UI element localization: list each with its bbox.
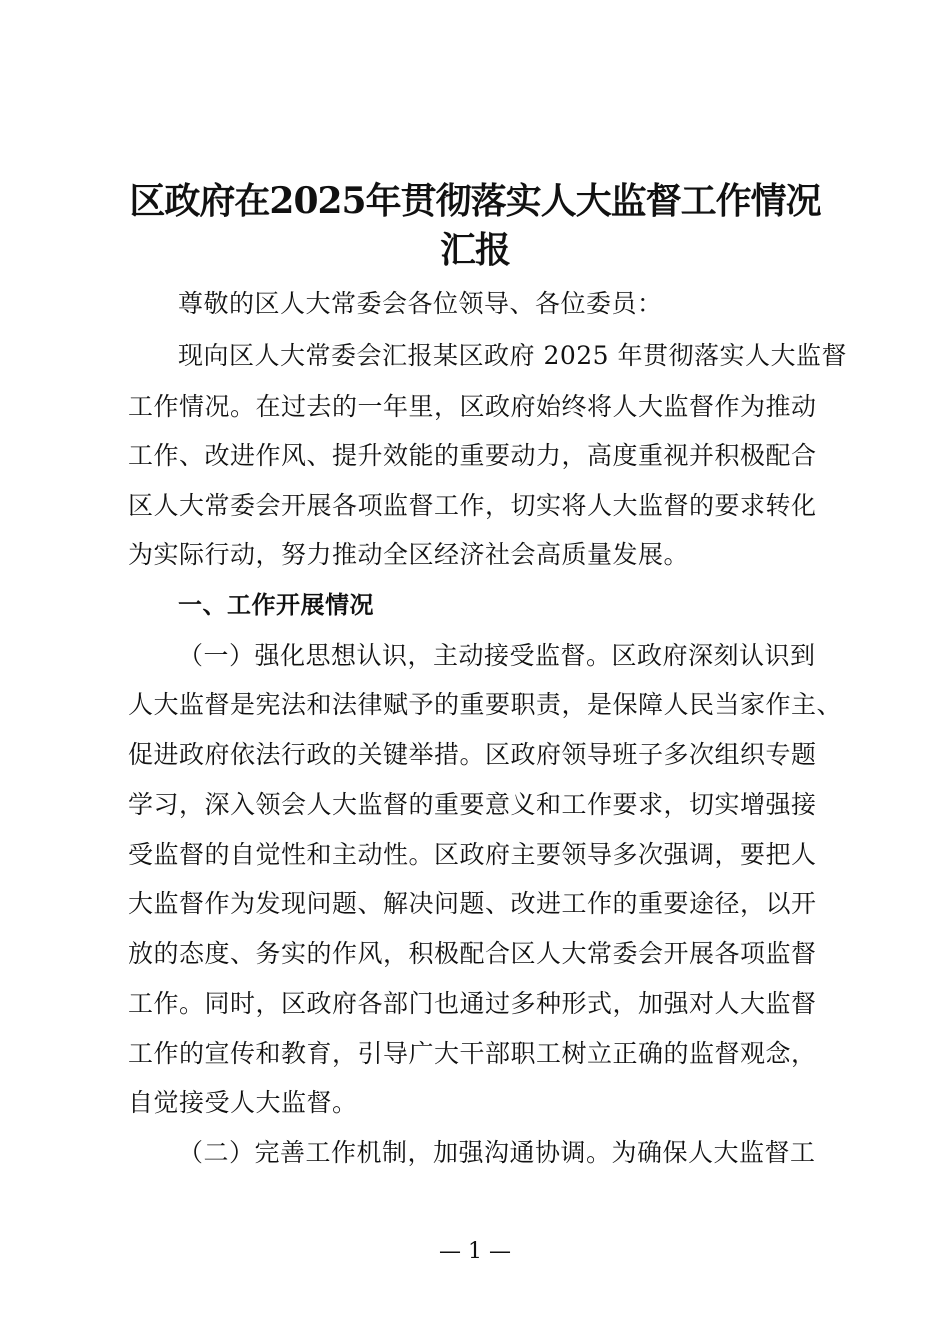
intro-line: 现向区人大常委会汇报某区政府 2025 年贯彻落实人大监督	[178, 341, 848, 370]
salutation: 尊敬的区人大常委会各位领导、各位委员：	[178, 289, 663, 318]
paragraph-line: 自觉接受人大监督。	[128, 1088, 358, 1117]
paragraph-line: 大监督作为发现问题、解决问题、改进工作的重要途径，以开	[128, 889, 817, 918]
document-title-line-1: 区政府在2025年贯彻落实人大监督工作情况	[129, 180, 821, 222]
paragraph-line: 学习，深入领会人大监督的重要意义和工作要求，切实增强接	[128, 790, 817, 819]
paragraph-line: （一）强化思想认识，主动接受监督。区政府深刻认识到	[178, 641, 816, 670]
paragraph-line: 放的态度、务实的作风，积极配合区人大常委会开展各项监督	[128, 939, 817, 968]
paragraph-line: 人大监督是宪法和法律赋予的重要职责，是保障人民当家作主、	[128, 690, 843, 719]
paragraph-line: 受监督的自觉性和主动性。区政府主要领导多次强调，要把人	[128, 840, 817, 869]
paragraph-line: （二）完善工作机制，加强沟通协调。为确保人大监督工	[178, 1138, 816, 1167]
intro-line: 工作、改进作风、提升效能的重要动力，高度重视并积极配合	[128, 441, 817, 470]
section-heading: 一、工作开展情况	[178, 591, 374, 619]
intro-line: 工作情况。在过去的一年里，区政府始终将人大监督作为推动	[128, 392, 817, 421]
document-title-line-2: 汇报	[439, 229, 510, 271]
paragraph-line: 工作。同时，区政府各部门也通过多种形式，加强对人大监督	[128, 989, 817, 1018]
paragraph-line: 促进政府依法行政的关键举措。区政府领导班子多次组织专题	[128, 740, 817, 769]
intro-line: 为实际行动，努力推动全区经济社会高质量发展。	[128, 540, 690, 569]
page-number: — 1 —	[439, 1239, 511, 1264]
intro-line: 区人大常委会开展各项监督工作，切实将人大监督的要求转化	[128, 491, 817, 520]
paragraph-line: 工作的宣传和教育，引导广大干部职工树立正确的监督观念，	[128, 1039, 817, 1068]
